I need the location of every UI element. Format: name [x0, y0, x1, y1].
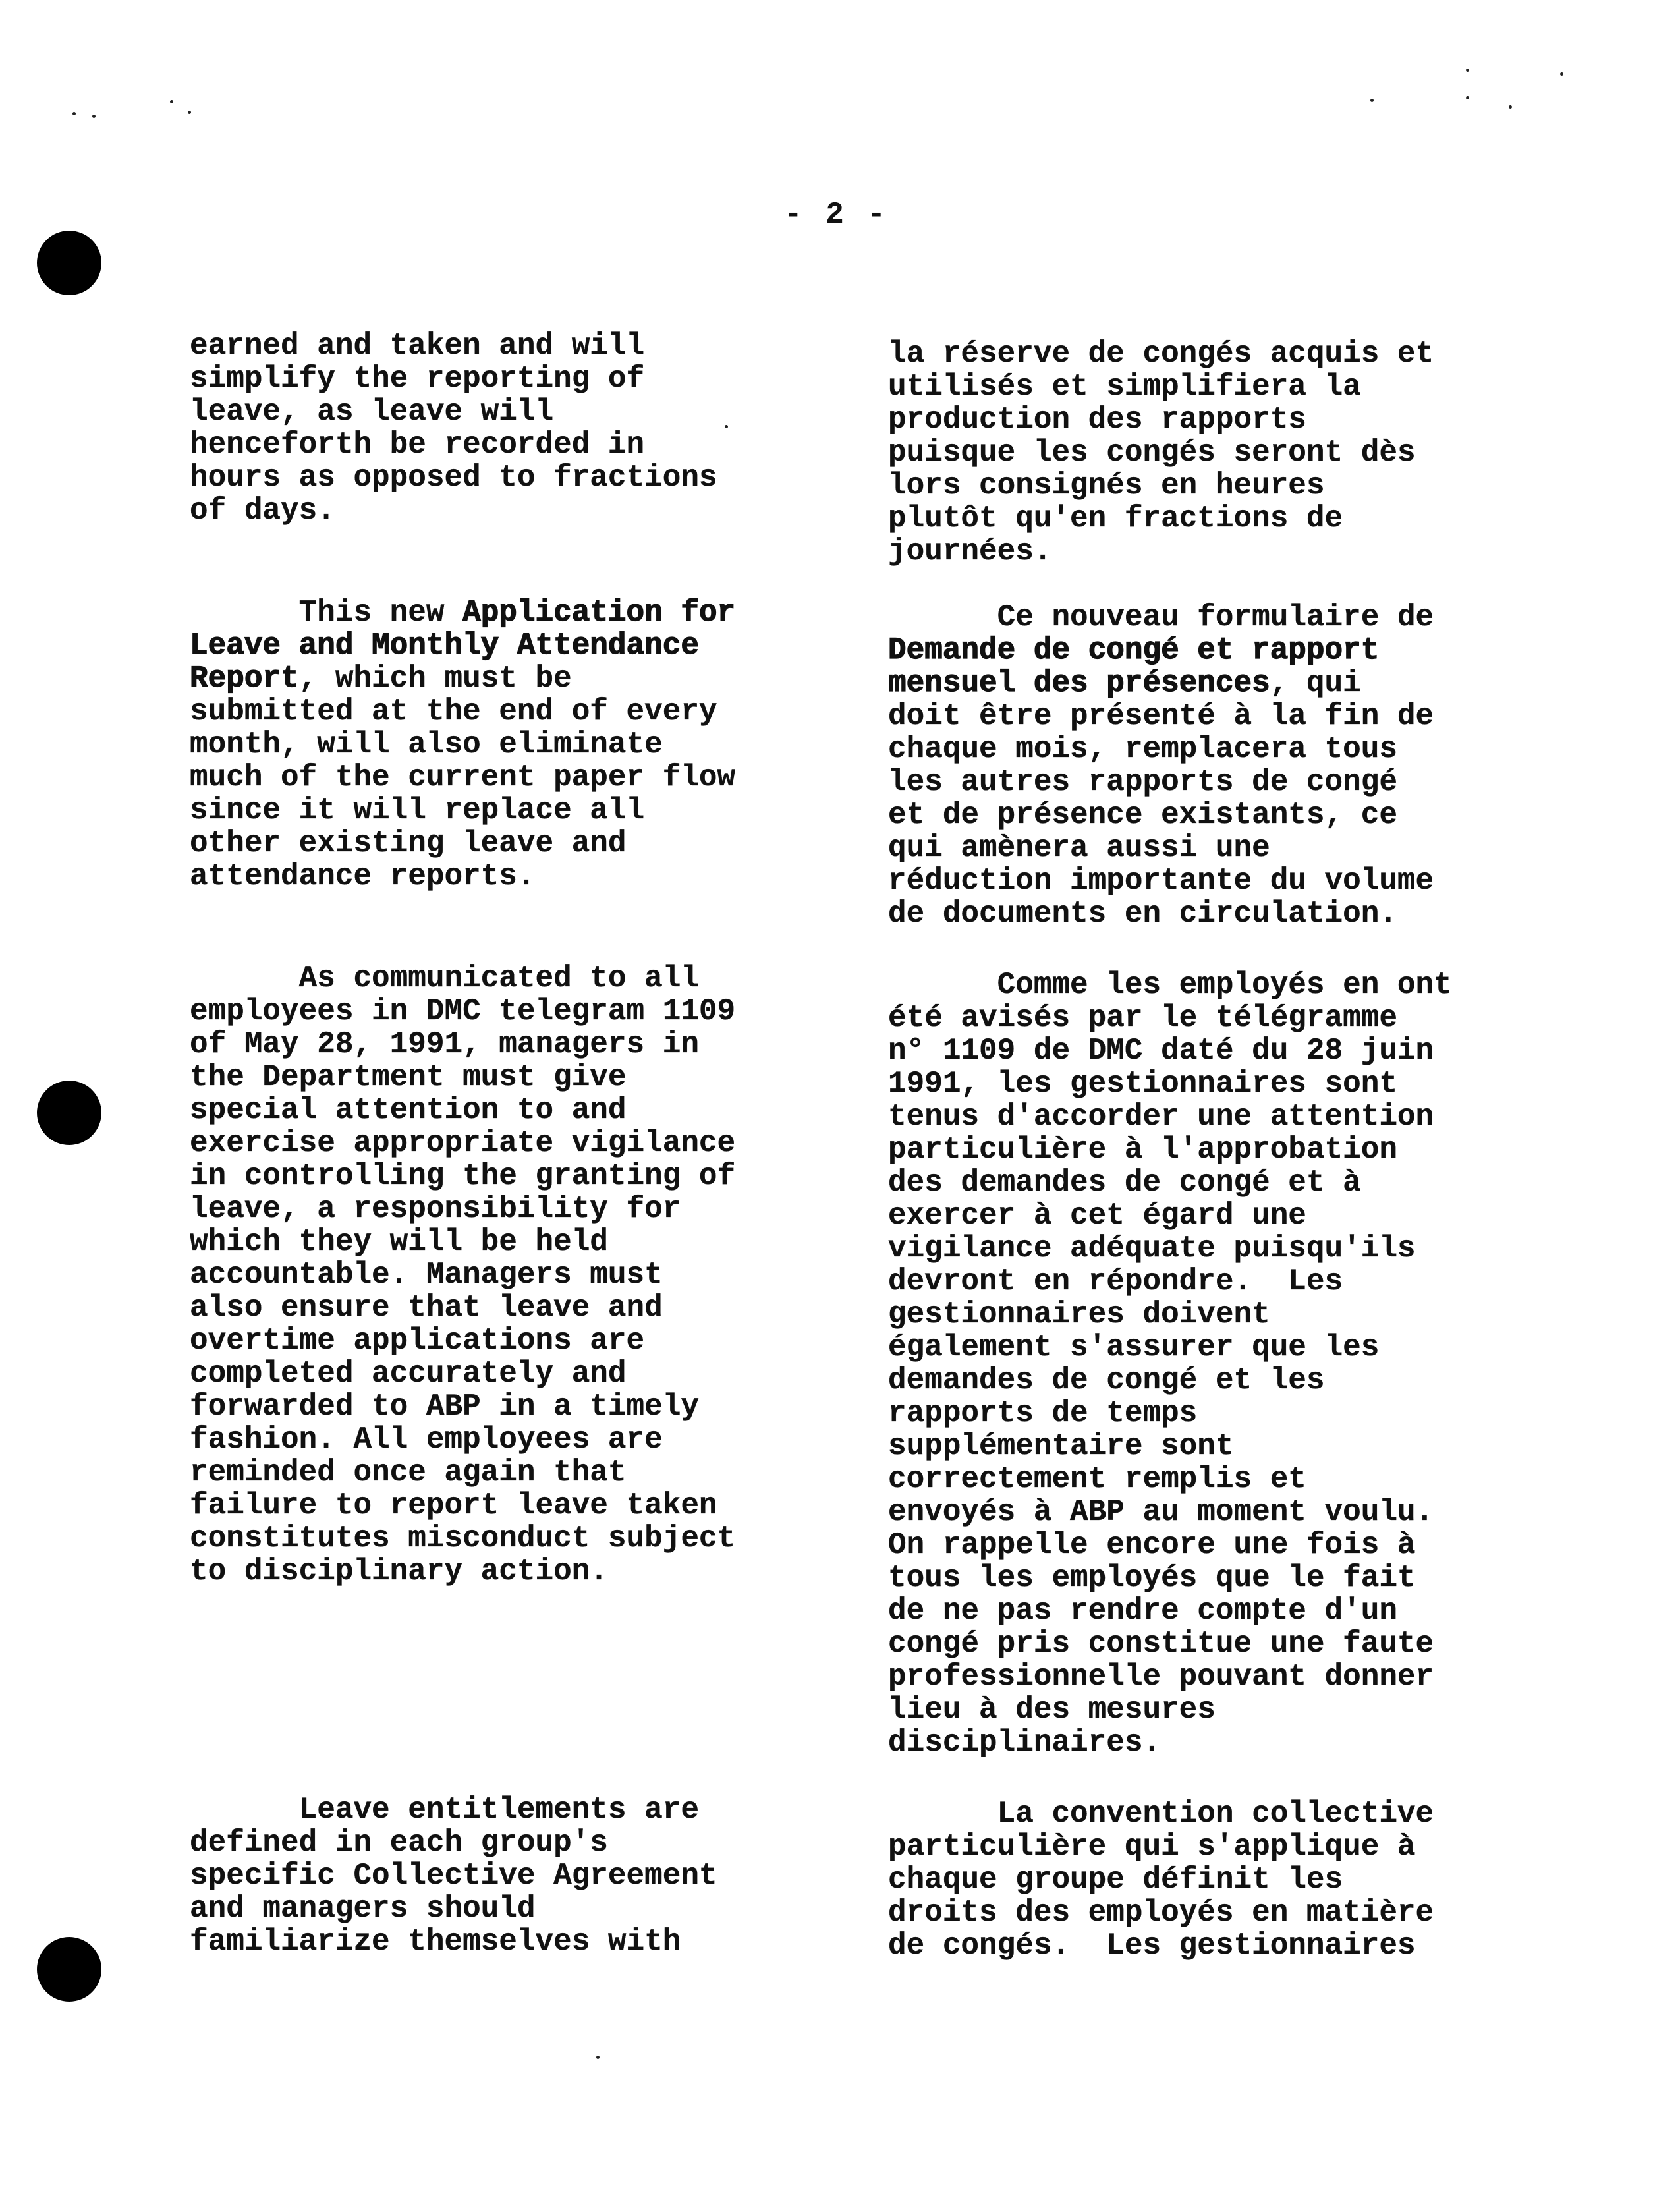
text-line: qui amènera aussi une [888, 831, 1270, 865]
text-line: congé pris constitue une faute [888, 1627, 1434, 1661]
text-line: On rappelle encore une fois à [888, 1528, 1416, 1562]
text-line: which they will be held [190, 1225, 608, 1259]
text-line: Demande de congé et rapport [888, 633, 1380, 667]
text-line: exercer à cet égard une [888, 1198, 1306, 1233]
binder-hole [37, 1081, 101, 1145]
text-line: Leave and Monthly Attendance [190, 629, 699, 663]
page-number: - 2 - [784, 198, 889, 232]
text-line: the Department must give [190, 1060, 627, 1094]
text-line: disciplinaires. [888, 1726, 1162, 1760]
text-line: month, will also eliminate [190, 727, 663, 762]
text-line: exercise appropriate vigilance [190, 1126, 736, 1160]
scan-speck [188, 111, 191, 114]
text-line: été avisés par le télégramme [888, 1001, 1397, 1035]
scan-speck [1466, 96, 1469, 99]
english-paragraph-4 [190, 1793, 717, 1958]
text-line: failure to report leave taken [190, 1488, 717, 1523]
text-line: Ce nouveau formulaire de [997, 600, 1434, 634]
text-line: et de présence existants, ce [888, 798, 1397, 832]
text-line: la réserve de congés acquis et [888, 337, 1434, 371]
text-line: réduction importante du volume [888, 864, 1434, 898]
text-line: Comme les employés en ont [888, 968, 1452, 1002]
text-line: utilisés et simplifiera la [888, 370, 1361, 404]
text-line: tous les employés que le fait [888, 1561, 1416, 1595]
text-line: demandes de congé et les [888, 1363, 1325, 1397]
scan-speck [72, 112, 76, 115]
text-line: reminded once again that [190, 1455, 627, 1490]
scan-speck [1466, 69, 1469, 72]
text-line: submitted at the end of every [190, 694, 717, 729]
text-line: Report, which must be [190, 661, 572, 696]
text-line: devront en répondre. Les [888, 1264, 1343, 1299]
text-line: leave, a responsibility for [190, 1192, 681, 1226]
text-line: professionnelle pouvant donner [888, 1660, 1434, 1694]
french-paragraph-3 [888, 969, 1452, 1759]
text-line: overtime applications are [190, 1324, 645, 1358]
text-line: vigilance adéquate puisqu'ils [888, 1231, 1416, 1266]
text-line: in controlling the granting of [190, 1159, 736, 1193]
binder-hole [37, 231, 101, 295]
text-line: accountable. Managers must [190, 1258, 663, 1292]
text-line: n° 1109 de DMC daté du 28 juin [888, 1034, 1434, 1068]
text-line: As communicated to all [190, 961, 699, 996]
scan-speck [1560, 72, 1563, 76]
scan-speck [725, 425, 728, 428]
text-line: employees in DMC telegram 1109 [190, 994, 736, 1028]
text-line: much of the current paper flow [190, 760, 736, 795]
text-line: specific Collective Agreement [190, 1859, 717, 1893]
text-line: de congés. Les gestionnaires [888, 1928, 1416, 1963]
text-line: mensuel des présences, qui [888, 666, 1361, 700]
text-line: correctement remplis et [888, 1462, 1306, 1496]
text-line: to disciplinary action. [190, 1554, 608, 1589]
text-line: earned and taken and will [190, 329, 645, 363]
text-line: of days. [190, 493, 335, 528]
text-line: special attention to and [190, 1093, 627, 1127]
text-line: puisque les congés seront dès [888, 436, 1416, 470]
text-line: also ensure that leave and [190, 1291, 663, 1325]
text-line: tenus d'accorder une attention [888, 1100, 1434, 1134]
english-paragraph-3 [190, 962, 735, 1588]
text-line: completed accurately and [190, 1357, 627, 1391]
text-line: simplify the reporting of [190, 362, 645, 396]
text-line: rapports de temps [888, 1396, 1198, 1430]
text-line: production des rapports [888, 403, 1306, 437]
scan-speck [596, 2056, 600, 2059]
text-line: other existing leave and [190, 826, 627, 860]
text-line: droits des employés en matière [888, 1896, 1434, 1930]
text-line: constitutes misconduct subject [190, 1521, 736, 1556]
text-line: and managers should [190, 1892, 536, 1926]
text-line: 1991, les gestionnaires sont [888, 1067, 1397, 1101]
text-line: La convention collective [888, 1797, 1434, 1831]
text-line: gestionnaires doivent [888, 1297, 1270, 1332]
text-line: forwarded to ABP in a timely [190, 1390, 699, 1424]
scan-speck [1509, 105, 1512, 109]
text-line: journées. [888, 534, 1052, 569]
text-line: lors consignés en heures [888, 468, 1325, 503]
text-line: également s'assurer que les [888, 1330, 1380, 1364]
scan-speck [1370, 99, 1374, 102]
scan-speck [170, 100, 173, 103]
binder-hole [37, 1937, 101, 2002]
text-line: les autres rapports de congé [888, 765, 1397, 799]
text-line: fashion. All employees are [190, 1422, 663, 1457]
text-line: de ne pas rendre compte d'un [888, 1594, 1397, 1628]
text-line: of May 28, 1991, managers in [190, 1027, 699, 1061]
text-line: familiarize themselves with [190, 1925, 681, 1959]
text-line: envoyés à ABP au moment voulu. [888, 1495, 1434, 1529]
french-paragraph-1 [888, 337, 1434, 568]
text-line: leave, as leave will [190, 395, 554, 429]
english-paragraph-1 [190, 329, 717, 527]
text-line: This new Application for [298, 596, 736, 630]
text-line: des demandes de congé et à [888, 1166, 1361, 1200]
text-line: hours as opposed to fractions [190, 461, 717, 495]
text-line: particulière qui s'applique à [888, 1830, 1416, 1864]
english-paragraph-2 [190, 596, 735, 893]
text-line: chaque groupe définit les [888, 1863, 1343, 1897]
text-line: doit être présenté à la fin de [888, 699, 1434, 733]
text-line: defined in each group's [190, 1826, 608, 1860]
scan-speck [92, 115, 96, 118]
text-line: henceforth be recorded in [190, 428, 645, 462]
french-paragraph-2 [888, 601, 1434, 930]
text-line: since it will replace all [190, 793, 645, 828]
text-line: plutôt qu'en fractions de [888, 501, 1343, 536]
text-line: lieu à des mesures [888, 1693, 1216, 1727]
text-line: particulière à l'approbation [888, 1133, 1397, 1167]
text-line: attendance reports. [190, 859, 536, 893]
french-paragraph-4 [888, 1797, 1434, 1962]
text-line: chaque mois, remplacera tous [888, 732, 1397, 766]
text-line: supplémentaire sont [888, 1429, 1234, 1463]
text-line: de documents en circulation. [888, 897, 1397, 931]
text-line: Leave entitlements are [190, 1793, 699, 1827]
